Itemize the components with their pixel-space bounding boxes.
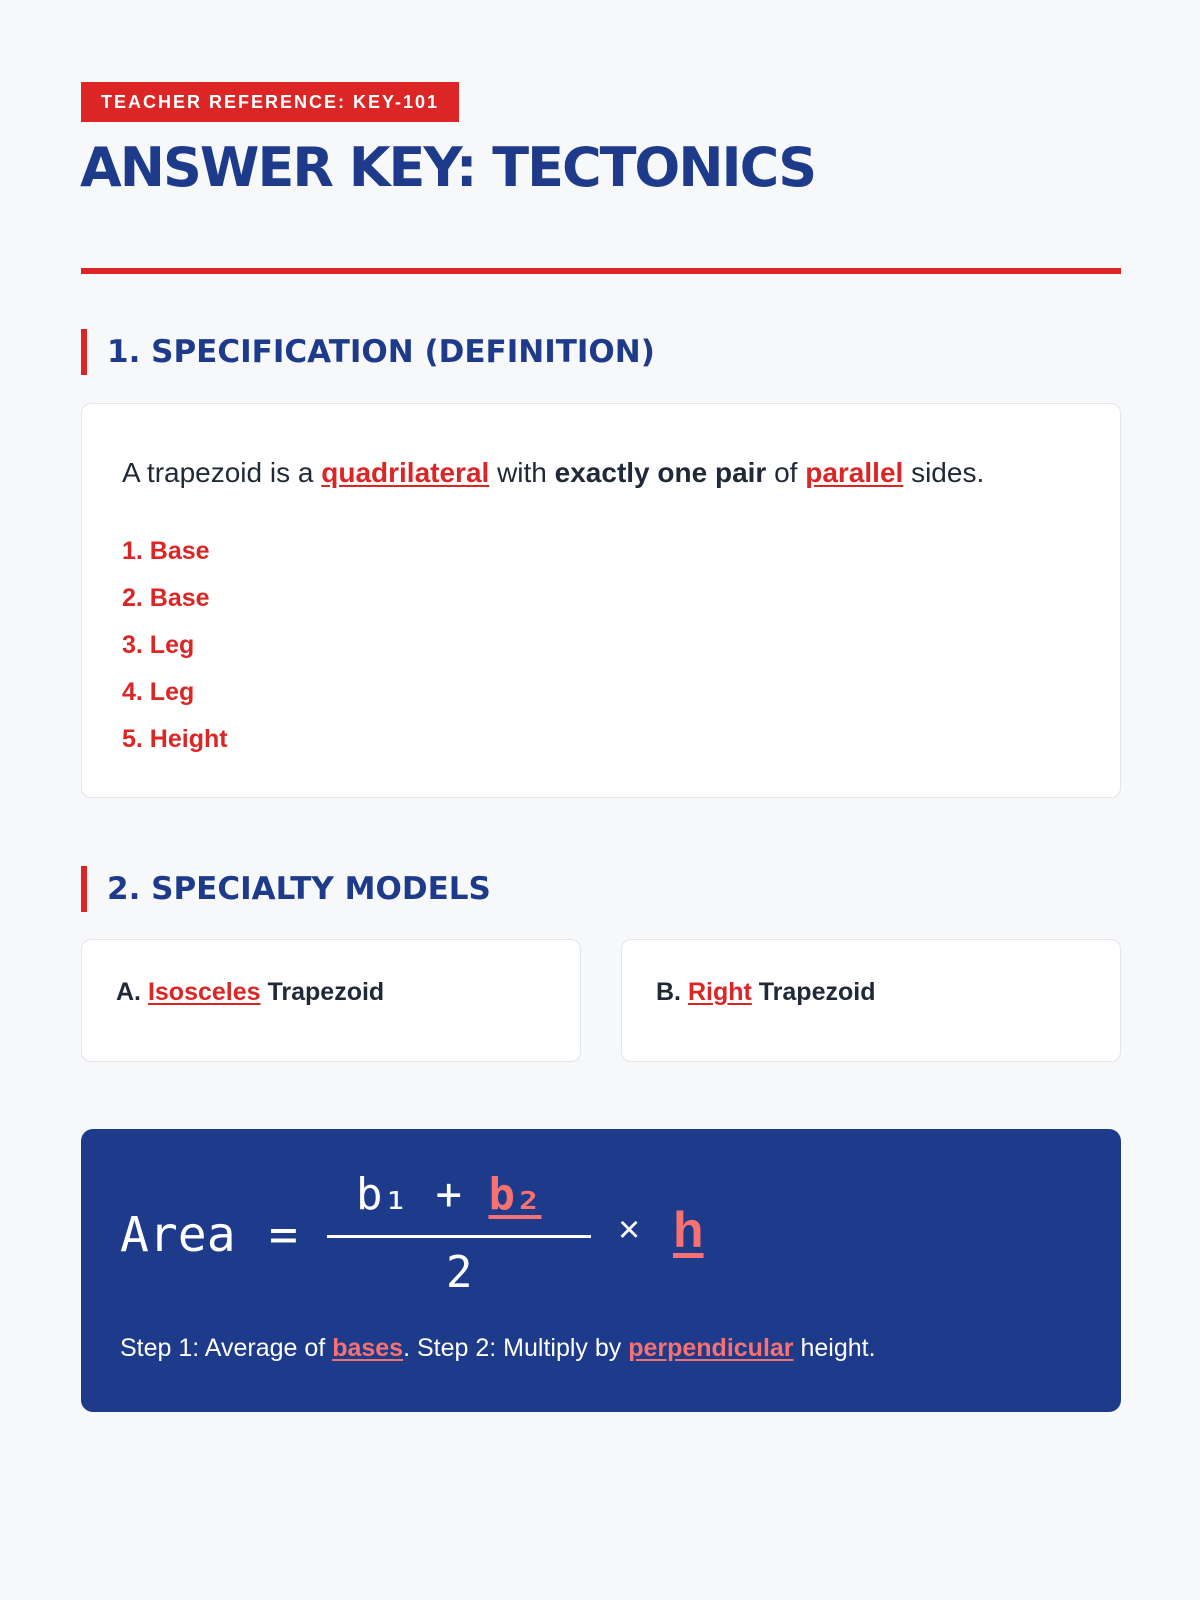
teacher-reference-tag: TEACHER REFERENCE: KEY-101: [81, 82, 459, 122]
definition-text-2: with: [489, 457, 555, 488]
definition-text-4: sides.: [903, 457, 985, 488]
definition-sentence: [122, 457, 984, 489]
section-1-heading: 1. SPECIFICATION (DEFINITION): [81, 329, 655, 375]
list-item: 5. Height: [122, 725, 228, 753]
answer-b2: b₂: [488, 1169, 542, 1220]
list-item: 4. Leg: [122, 678, 195, 706]
fraction-bar: [327, 1235, 591, 1238]
formula-plus: +: [408, 1169, 489, 1220]
answer-perpendicular: perpendicular: [628, 1334, 794, 1362]
definition-text-1: A trapezoid is a: [122, 457, 322, 488]
page-title: ANSWER KEY: TECTONICS: [80, 136, 816, 199]
definition-card: [81, 403, 1121, 798]
answer-right: Right: [687, 978, 752, 1006]
model-card-right: [621, 939, 1121, 1062]
list-item: 2. Base: [122, 584, 210, 612]
list-item: 1. Base: [122, 537, 210, 565]
formula-equals: =: [269, 1207, 298, 1263]
area-formula-box: [81, 1129, 1121, 1412]
title-divider: [81, 268, 1121, 274]
list-item: 3. Leg: [122, 631, 195, 659]
steps-text-2: . Step 2: Multiply by: [403, 1334, 629, 1362]
model-b-label: [656, 978, 875, 1007]
formula-lhs: Area: [120, 1207, 236, 1263]
section-2-heading: 2. SPECIALTY MODELS: [81, 866, 491, 912]
answer-parallel: parallel: [805, 457, 904, 488]
model-b-prefix: B.: [656, 978, 688, 1006]
formula-times: ×: [618, 1209, 641, 1251]
model-a-prefix: A.: [116, 978, 148, 1006]
definition-text-3: of: [766, 457, 806, 488]
answer-quadrilateral: quadrilateral: [321, 457, 490, 488]
answer-isosceles: Isosceles: [147, 978, 261, 1006]
steps-text-1: Step 1: Average of: [120, 1334, 333, 1362]
model-a-label: [116, 978, 384, 1007]
formula-steps: [120, 1334, 876, 1363]
definition-emphasis: exactly one pair: [554, 457, 767, 488]
model-b-suffix: Trapezoid: [751, 978, 876, 1006]
model-a-suffix: Trapezoid: [260, 978, 385, 1006]
formula-denominator: 2: [446, 1247, 473, 1298]
formula-numerator: [356, 1169, 541, 1220]
answer-bases: bases: [332, 1334, 404, 1362]
formula-b1: b₁: [356, 1169, 409, 1220]
model-card-isosceles: [81, 939, 581, 1062]
steps-text-3: height.: [793, 1334, 876, 1362]
trapezoid-parts-list: [122, 534, 228, 769]
answer-h: h: [673, 1202, 704, 1258]
